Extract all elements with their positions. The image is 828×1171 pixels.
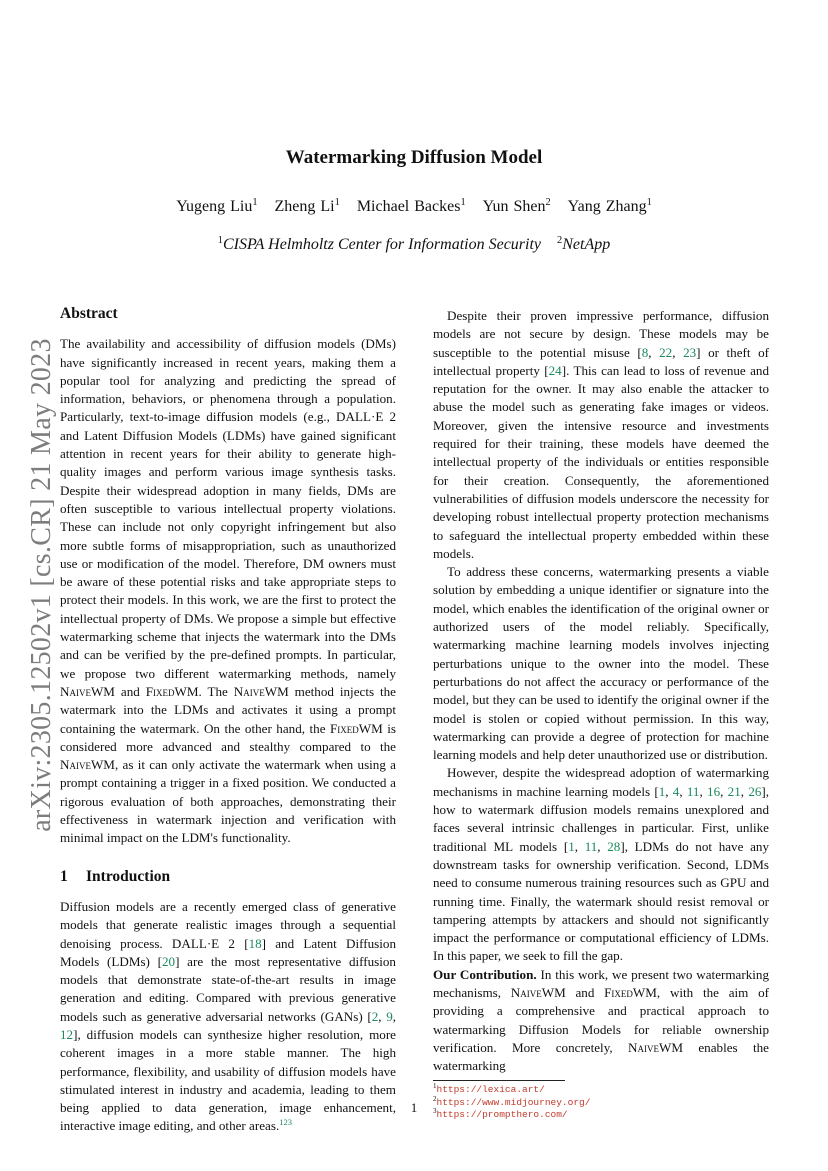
citation-link[interactable]: 16	[707, 783, 721, 799]
intro-text: and	[565, 984, 605, 1000]
author-affil-mark: 2	[545, 196, 551, 208]
citation-link[interactable]: 1	[658, 783, 666, 799]
author-1	[176, 198, 257, 215]
author-3	[357, 198, 466, 215]
affiliation-name: NetApp	[562, 236, 611, 253]
abstract-text: method injects the watermark into the LDMs and activates it using a prompt containing the watermark. On the other hand, the	[60, 683, 396, 736]
footnote-mark: 1	[433, 1082, 437, 1091]
intro-text: ], how to watermark diffusion models remains unexplored and faces several intrinsic challenges in particular. First, unlike traditional ML models [	[433, 783, 770, 854]
affiliation-1	[218, 236, 541, 253]
intro-text: ], diffusion models can synthesize higher resolution, more coherent images in a more stable manner. The high performance, flexibility, and usability of diffusion models have stimulated interest in industry and academia, leading to them being applied to data generation, image enhancement, interactive image editing, and other areas.	[60, 1026, 396, 1134]
intro-text: ] and Latent Diffusion Models (LDMs) [	[60, 935, 397, 969]
intro-text: ]. This can lead to loss of revenue and reputation for the owner. It may also enable the attacker to abuse the model such as generating fake images or videos. Moreover, given the intensive resource and investments required for their training, these models have deemed the intellectual property of the individuals or entities responsible for their creation. Consequently, the aforementioned vulnerabilities of diffusion models underscore the necessity for developing robust intellectual property protection mechanisms to safeguard the intellectual property embedded within these models.	[433, 362, 770, 561]
abstract-text: The availability and accessibility of diffusion models (DMs) have significantly increased in recent years, making them a popular tool for analyzing and predicting the spread of information, behaviors, or phenomena through a population. Particularly, text-to-image diffusion models (e.g., DALL·E 2 and Latent Diffusion Models (LDMs) have gained significant attention in recent years for their ability to generate high-quality images and perform various image synthesis tasks. Despite their widespread adoption in many fields, DMs are often susceptible to various intellectual property violations. These can include not only copyright infringement but also more subtle forms of misappropriation, such as unauthorized use or modification of the model. Therefore, DM owners must be aware of these potential risks and take appropriate steps to protect their models. In this work, we are the first to protect the intellectual property of DMs. We propose a simple but effective watermarking scheme that injects the watermark into the DMs and can be verified by the pre-defined prompts. In particular, we propose two different watermarking methods, namely	[60, 336, 396, 681]
arxiv-identifier-stamp: arXiv:2305.12502v1 [cs.CR] 21 May 2023	[26, 338, 57, 832]
citation-link[interactable]: 12	[60, 1026, 74, 1042]
naivewm-term: NaiveWM	[60, 683, 115, 699]
citation-link[interactable]: 4	[672, 783, 680, 799]
author-name: Zheng Li	[274, 198, 335, 215]
author-2	[275, 198, 340, 215]
intro-paragraph: Diffusion models are a recently emerged class of generative models that generate realistic images through a sequential denoising process. DALL·E 2 [18] and Latent Diffusion Models (LDMs) [20] are the most representative diffusion models that demonstrate state-of-the-art results in image generation and editing. Compared with previous generative models such as generative adversarial networks (GANs) [2, 9, 12], diffusion models can synthesize higher resolution, more coherent images in a more stable manner. The high performance, flexibility, and usability of diffusion models have stimulated interest in industry and academia, leading to them being applied to data generation, image enhancement, interactive image editing, and other areas.$^{123}$	[60, 898, 397, 1134]
introduction-heading	[60, 868, 396, 886]
intro-text: ], LDMs do not have any downstream tasks for ownership verification. Second, LDMs need to consume numerous training resources such as GPU and running time. Finally, the watermark should resist removal or tampering attempts by attackers and should not significantly impact the performance or computational efficiency of LDMs. In this paper, we seek to fill the gap.	[433, 838, 769, 964]
abstract-text: , as it can only activate the watermark when using a prompt containing a trigger in a fixed position. We conducted a rigorous evaluation of both approaches, demonstrating their effectiveness in watermark injection and verification with minimal impact on the LDM's functionality.	[60, 757, 396, 846]
fixedwm-term: FixedWM	[604, 984, 657, 1000]
footnote-url-link[interactable]: https://www.midjourney.org/	[436, 1096, 591, 1108]
author-name: Yang Zhang	[567, 198, 647, 215]
citation-link[interactable]: 21	[727, 783, 741, 799]
citation-link[interactable]: 20	[162, 953, 176, 969]
intro-text: Despite their proven impressive performance, diffusion models are not secure by design. These models may be susceptible to the potential misuse [	[433, 308, 769, 360]
intro-text: ] are the most representative diffusion models that demonstrate state-of-the-art results in image generation and editing. Compared with previous generative models such as generative adversarial networks (GANs) [	[60, 953, 396, 1024]
intro-paragraph: To address these concerns, watermarking presents a viable solution by embedding a unique identifier or signature into the model, which enables the identification of the original owner or authorized users of the model reliably. Specifically, watermarking machine learning models involves injecting perturbations unique to the owner into the model. These perturbations do not affect the accuracy or performance of the model, but they can be used to identify the original owner if the model is stolen or copied without permission. In this way, watermarking can provide a degree of protection for machine learning models and help deter unauthorized use or distribution.	[433, 564, 769, 763]
citation-link[interactable]: 24	[548, 362, 562, 378]
naivewm-term: NaiveWM	[628, 1039, 683, 1055]
citation-link[interactable]: 23	[683, 344, 697, 360]
abstract-text: is considered more advanced and stealthy compared to the	[60, 720, 396, 754]
abstract-text: and	[114, 683, 146, 699]
section-title: Introduction	[86, 867, 171, 885]
footnote-mark: 3	[433, 1107, 437, 1116]
intro-text: Diffusion models are a recently emerged class of generative models that generate realistic images through a sequential denoising process. DALL·E 2 [	[60, 898, 396, 951]
footnote-reference[interactable]: 123	[279, 1117, 292, 1128]
affiliation-mark: 1	[217, 234, 223, 246]
fixedwm-term: FixedWM	[330, 720, 383, 736]
naivewm-term: NaiveWM	[233, 683, 289, 699]
naivewm-term: NaiveWM	[510, 984, 566, 1000]
abstract-heading: Abstract	[60, 305, 118, 322]
abstract-body	[60, 335, 396, 847]
naivewm-term: NaiveWM	[60, 757, 115, 773]
author-affil-mark: 1	[646, 196, 652, 208]
author-5	[568, 198, 652, 215]
intro-text: , with the aim of providing a comprehensive and practical approach to watermarking Diffusion Models for reliable ownership verification. More concretely,	[433, 984, 770, 1055]
page-number: 1	[410, 1100, 418, 1115]
author-list	[0, 198, 828, 216]
affiliation-mark: 2	[557, 234, 563, 246]
affiliation-2	[557, 236, 610, 253]
author-affil-mark: 1	[334, 196, 340, 208]
intro-paragraph: Despite their proven impressive performance, diffusion models are not secure by design. These models may be susceptible to the potential misuse [8, 22, 23] or theft of intellectual property [24]. This can lead to loss of revenue and reputation for the owner. It may also enable the attacker to abuse the model such as generating fake images or videos. Moreover, given the intensive resource and investments required for their training, these models have deemed the intellectual property of the individuals or entities responsible for their creation. Consequently, the aforementioned vulnerabilities of diffusion models underscore the necessity for developing robust intellectual property protection mechanisms to safeguard the intellectual property embedded within these models.	[433, 308, 770, 561]
fixedwm-term: FixedWM	[145, 683, 199, 699]
citation-link[interactable]: 28	[607, 838, 621, 854]
author-name: Yugeng Liu	[176, 198, 253, 215]
citation-link[interactable]: 11	[584, 838, 598, 854]
citation-link[interactable]: 1	[568, 838, 575, 854]
contribution-paragraph	[433, 966, 769, 1076]
right-column	[433, 307, 769, 1122]
citation-link[interactable]: 18	[248, 935, 262, 951]
contribution-label: Our Contribution.	[433, 966, 537, 982]
affiliation-list	[0, 236, 828, 254]
affiliation-name: CISPA Helmholtz Center for Information Security	[222, 236, 542, 253]
footnote-mark: 2	[433, 1094, 437, 1103]
section-number: 1	[60, 867, 68, 885]
footnote-url-link[interactable]: https://prompthero.com/	[436, 1109, 568, 1121]
author-4	[483, 198, 551, 215]
intro-text: enables the watermarking	[433, 1039, 769, 1074]
footnote-url-link[interactable]: https://lexica.art/	[436, 1084, 545, 1096]
author-affil-mark: 1	[460, 196, 466, 208]
citation-link[interactable]: 2	[371, 1008, 379, 1024]
citation-link[interactable]: 11	[686, 783, 700, 799]
intro-paragraph: However, despite the widespread adoption of watermarking mechanisms in machine learning models [1, 4, 11, 16, 21, 26], how to watermark diffusion models remains unexplored and faces several intrinsic challenges in particular. First, unlike traditional ML models [1, 11, 28], LDMs do not have any downstream tasks for ownership verification. Second, LDMs need to consume numerous training resources such as GPU and running time. Finally, the watermark should resist removal or tampering attempts by attackers and should not significantly impact the performance or computational efficiency of LDMs. In this paper, we seek to fill the gap.	[433, 765, 770, 964]
intro-text: In this work, we present two watermarking mechanisms,	[433, 966, 770, 1000]
intro-text: ] or theft of intellectual property [	[433, 344, 770, 378]
author-name: Michael Backes	[356, 198, 461, 215]
footnote-1	[433, 1084, 769, 1097]
intro-text: However, despite the widespread adoption of watermarking mechanisms in machine learning models [	[433, 765, 769, 799]
left-column	[60, 305, 396, 1136]
citation-link[interactable]: 22	[659, 344, 673, 360]
citation-link[interactable]: 26	[748, 783, 762, 799]
citation-link[interactable]: 9	[386, 1008, 393, 1024]
paper-title: Watermarking Diffusion Model	[285, 147, 543, 168]
citation-link[interactable]: 8	[641, 344, 649, 360]
author-affil-mark: 1	[252, 196, 258, 208]
abstract-text: . The	[198, 683, 234, 699]
author-name: Yun Shen	[482, 198, 546, 215]
